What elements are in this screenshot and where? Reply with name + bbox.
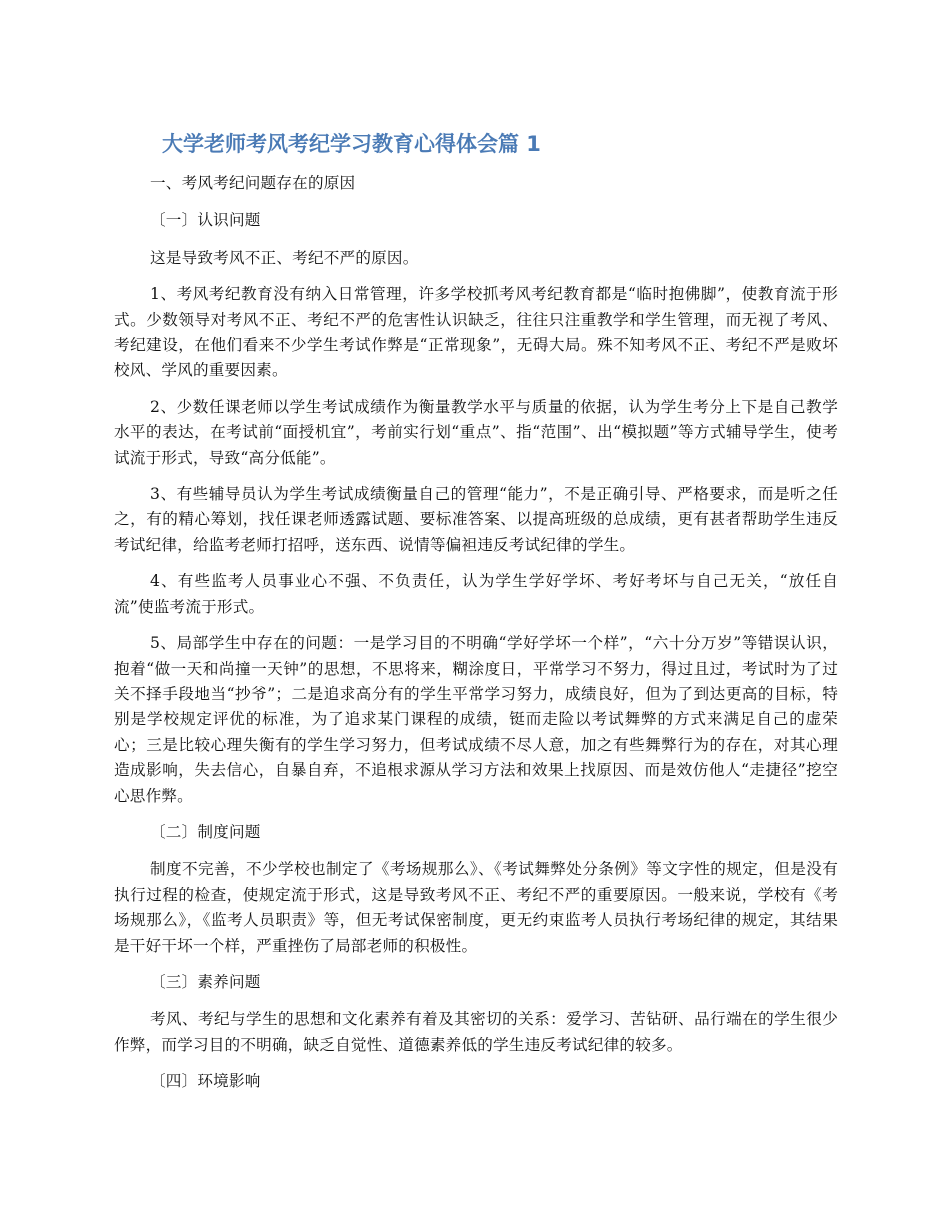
section-heading-causes: 一、考风考纪问题存在的原因 [150,174,356,192]
body-paragraph: 这是导致考风不正、考纪不严的原因。 [150,248,419,267]
body-paragraph: 制度不完善，不少学校也制定了《考场规那么》、《考试舞弊处分条例》等文字性的规定，但是没有执行过程的检查，使规定流于形式，这是导致考风不正、考纪不严的重要原因。一般来说，学校有《考场规那么》，《监考人员职责》等，但无考试保密制度，更无约束监考人员执行考场纪律的规定，其结果是干好干坏一个样，严重挫伤了局部老师的积极性。 [114,860,838,955]
subsection-heading-awareness: 〔一〕认识问题 [150,211,261,230]
document-body [114,171,838,1107]
subsection-heading-system: 〔二〕制度问题 [150,822,261,841]
document-title: 大学老师考风考纪学习教育心得体会篇 1 [162,132,541,156]
body-paragraph: 4、有些监考人员事业心不强、不负责任，认为学生学好学坏、考好考坏与自己无关，“放任自流”使监考流于形式。 [114,572,838,616]
subsection-heading-quality: 〔三〕素养问题 [150,972,261,991]
subsection-heading-environment: 〔四〕环境影响 [150,1072,261,1091]
body-paragraph: 3、有些辅导员认为学生考试成绩衡量自己的管理“能力”，不是正确引导、严格要求，而是听之任之，有的精心筹划，找任课老师透露试题、要标准答案、以提高班级的总成绩，更有甚者帮助学生违反考试纪律，给监考老师打招呼，送东西、说情等偏袒违反考试纪律的学生。 [114,485,838,554]
body-paragraph: 1、考风考纪教育没有纳入日常管理，许多学校抓考风考纪教育都是“临时抱佛脚”，使教育流于形式。少数领导对考风不正、考纪不严的危害性认识缺乏，往往只注重教学和学生管理，而无视了考风、考纪建设，在他们看来不少学生考试作弊是“正常现象”，无碍大局。殊不知考风不正、考纪不严是败坏校风、学风的重要因素。 [114,285,838,380]
body-paragraph: 考风、考纪与学生的思想和文化素养有着及其密切的关系：爱学习、苦钻研、品行端在的学生很少作弊，而学习目的不明确，缺乏自觉性、道德素养低的学生违反考试纪律的较多。 [114,1010,838,1054]
body-paragraph: 2、少数任课老师以学生考试成绩作为衡量教学水平与质量的依据，认为学生考分上下是自己教学水平的表达，在考试前“面授机宜”，考前实行划“重点”、指“范围”、出“模拟题”等方式辅导学生，使考试流于形式，导致“高分低能”。 [114,397,838,467]
body-paragraph: 5、局部学生中存在的问题：一是学习目的不明确“学好学坏一个样”，“六十分万岁”等错误认识，抱着“做一天和尚撞一天钟”的思想，不思将来，糊涂度日，平常学习不努力，得过且过，考试时为了过关不择手段地当“抄爷”；二是追求高分有的学生平常学习努力，成绩良好，但为了到达更高的目标，特别是学校规定评优的标准，为了追求某门课程的成绩，铤而走险以考试舞弊的方式来满足自己的虚荣心；三是比较心理失衡有的学生学习努力，但考试成绩不尽人意，加之有些舞弊行为的存在，对其心理造成影响，失去信心，自暴自弃，不追根求源从学习方法和效果上找原因、而是效仿他人“走捷径”挖空心思作弊。 [114,634,838,805]
